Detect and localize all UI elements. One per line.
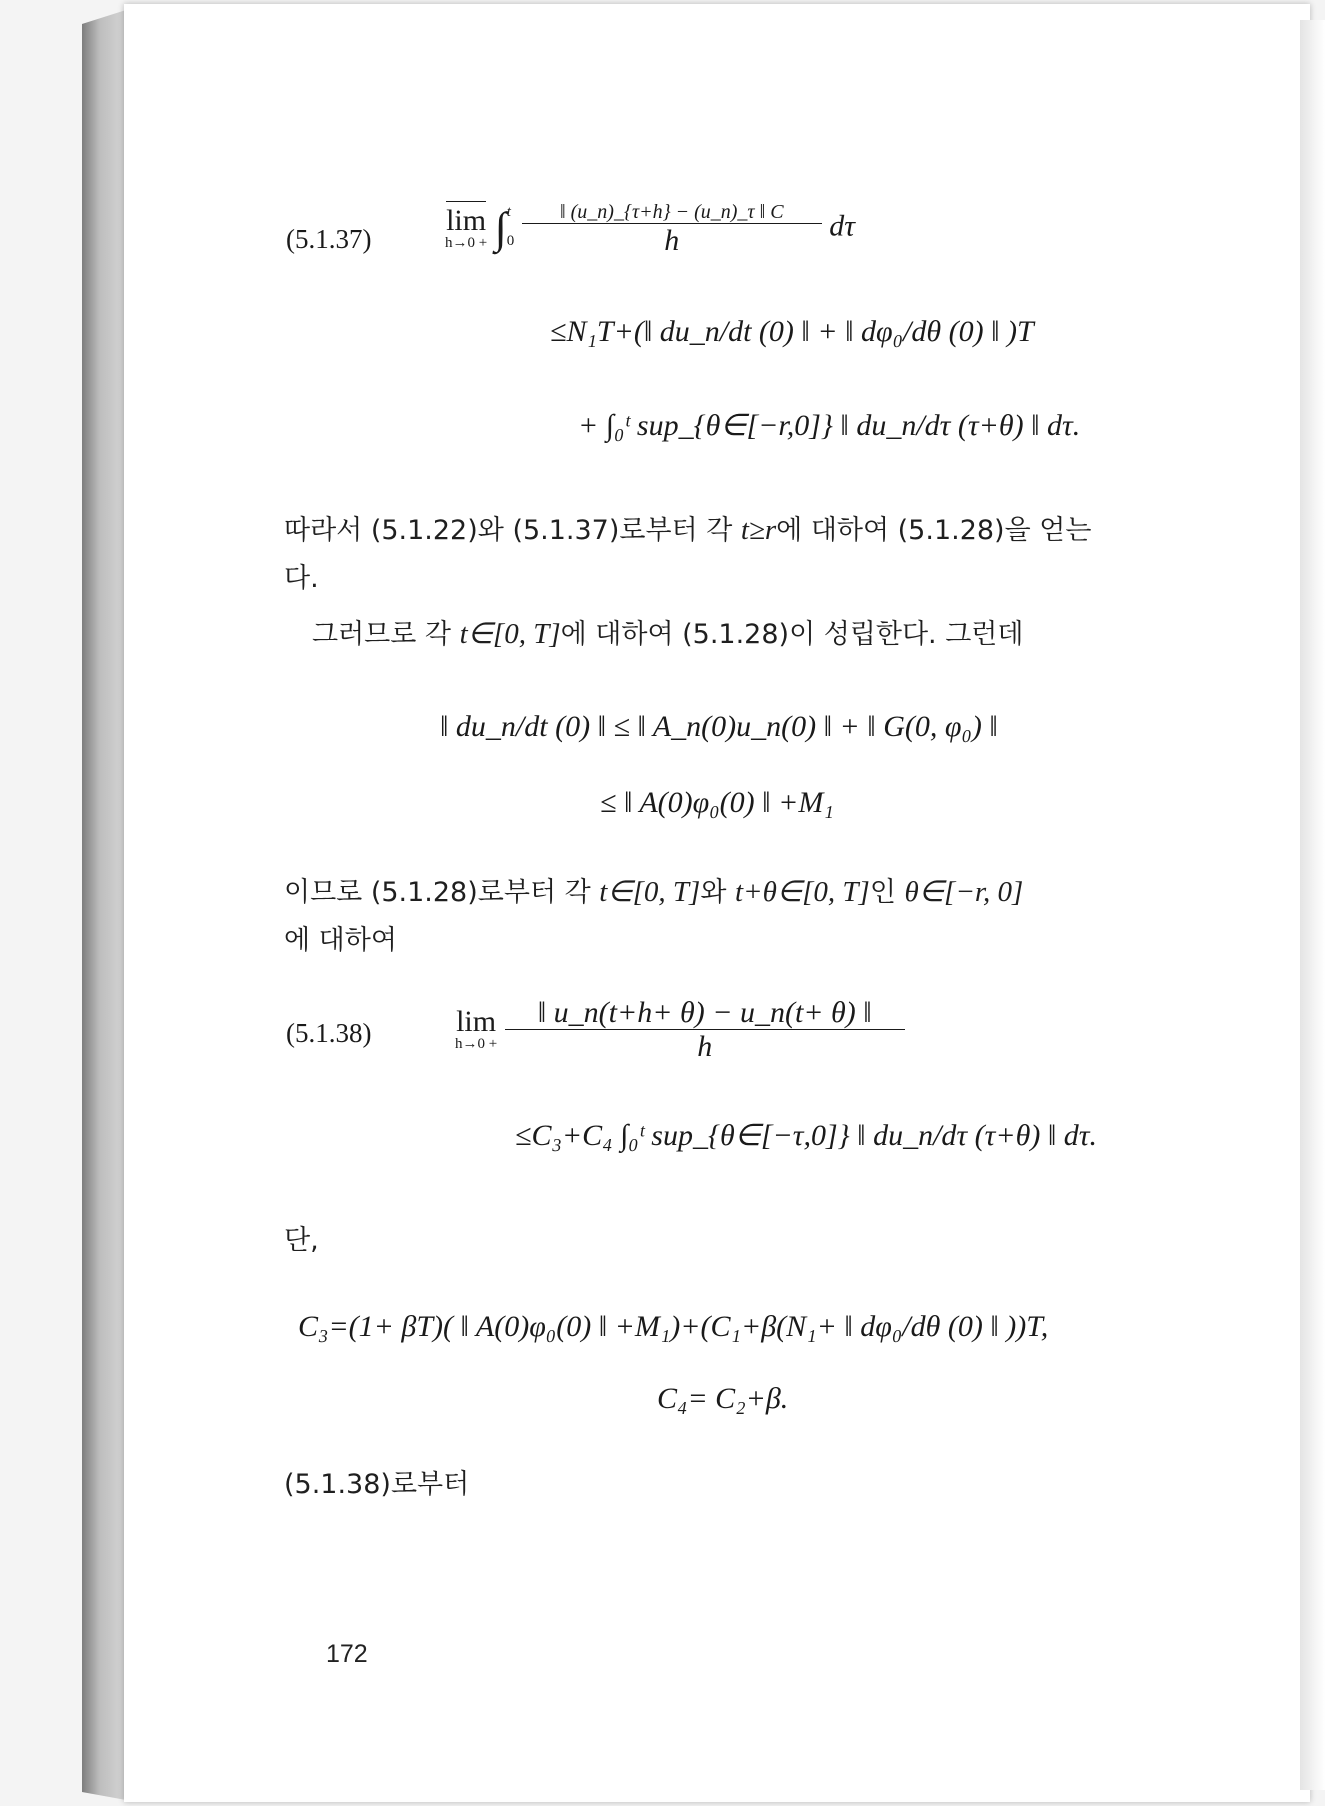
norm-bound-line2: ≤ ‖ A(0)φ₀(0) ‖ +M₁ — [600, 786, 834, 819]
int-lower: 0 — [506, 232, 515, 249]
eq-5-1-38-line2: ≤C₃+C₄ ∫₀ᵗ sup_{θ∈[−τ,0]} ‖ du_n/dτ (τ+θ) ‖ dτ. — [515, 1119, 1097, 1152]
p3-text-b: 와 — [700, 877, 727, 908]
page-edge — [1300, 20, 1325, 1790]
fraction-denominator: h — [664, 223, 680, 257]
paragraph-3-line2: 에 대하여 — [284, 925, 397, 956]
lim-operator — [445, 206, 487, 251]
lim-subscript-2: h→0 + — [455, 1036, 498, 1052]
p3-math-2: t+θ∈[0, T] — [735, 876, 870, 908]
integral-bounds — [507, 198, 515, 255]
eq-5-1-37-line2: ≤N₁T+(‖ du_n/dt (0) ‖ + ‖ dφ₀/dθ (0) ‖ )T — [550, 315, 1034, 348]
p2-text-b: 에 대하여 (5.1.28)이 성립한다. 그런데 — [560, 619, 1024, 650]
p1-text-b: 에 대하여 (5.1.28)을 얻는 — [776, 515, 1092, 546]
p2-text-a: 그러므로 각 — [312, 619, 451, 650]
paragraph-1-line1 — [284, 508, 1091, 547]
fraction-2 — [505, 996, 905, 1063]
p1-math: t≥r — [740, 514, 777, 546]
differential: dτ — [829, 209, 856, 243]
fraction-numerator-2: ‖ u_n(t+h+ θ) − u_n(t+ θ) ‖ — [505, 996, 905, 1030]
paragraph-5: (5.1.38)로부터 — [284, 1469, 470, 1500]
paragraph-3-line1 — [284, 870, 1023, 909]
constant-c4: C₄= C₂+β. — [657, 1382, 789, 1415]
constant-c3: C₃=(1+ βT)( ‖ A(0)φ₀(0) ‖ +M₁)+(C₁+β(N₁+ ‖ dφ₀/dθ (0) ‖ ))T, — [298, 1310, 1049, 1343]
book-spine — [82, 10, 126, 1800]
integral-sign: ∫ — [494, 203, 507, 253]
lim-text: lim — [446, 201, 486, 237]
paragraph-4: 단, — [284, 1225, 319, 1256]
fraction-denominator-2: h — [697, 1030, 713, 1063]
p3-text-a: 이므로 (5.1.28)로부터 각 — [284, 877, 591, 908]
p2-math: t∈[0, T] — [459, 618, 561, 650]
fraction-numerator: ‖ (u_n)_{τ+h} − (u_n)_τ ‖ C — [522, 201, 822, 224]
int-upper: t — [506, 204, 511, 220]
eq-5-1-37-line1 — [445, 200, 855, 257]
p1-text-a: 따라서 (5.1.22)와 (5.1.37)로부터 각 — [284, 515, 733, 546]
eq-label-5-1-37: (5.1.37) — [286, 224, 372, 254]
p3-text-c: 인 — [869, 877, 896, 908]
paragraph-2 — [312, 612, 1023, 651]
lim-operator-2 — [455, 1007, 497, 1052]
lim-text-2: lim — [456, 1005, 497, 1038]
lim-subscript: h→0 + — [445, 235, 488, 251]
fraction — [522, 201, 822, 257]
norm-bound-line1: ‖ du_n/dt (0) ‖ ≤ ‖ A_n(0)u_n(0) ‖ + ‖ G(0, φ₀) ‖ — [440, 710, 998, 743]
p3-math-3: θ∈[−r, 0] — [904, 876, 1024, 908]
eq-label-5-1-38: (5.1.38) — [286, 1018, 372, 1048]
eq-5-1-37-line3: + ∫₀ᵗ sup_{θ∈[−r,0]} ‖ du_n/dτ (τ+θ) ‖ dτ. — [578, 409, 1081, 442]
eq-5-1-38-line1 — [455, 996, 905, 1063]
page-number: 172 — [326, 1640, 368, 1668]
p3-math-1: t∈[0, T] — [599, 876, 701, 908]
paragraph-1-line2: 다. — [284, 563, 319, 594]
